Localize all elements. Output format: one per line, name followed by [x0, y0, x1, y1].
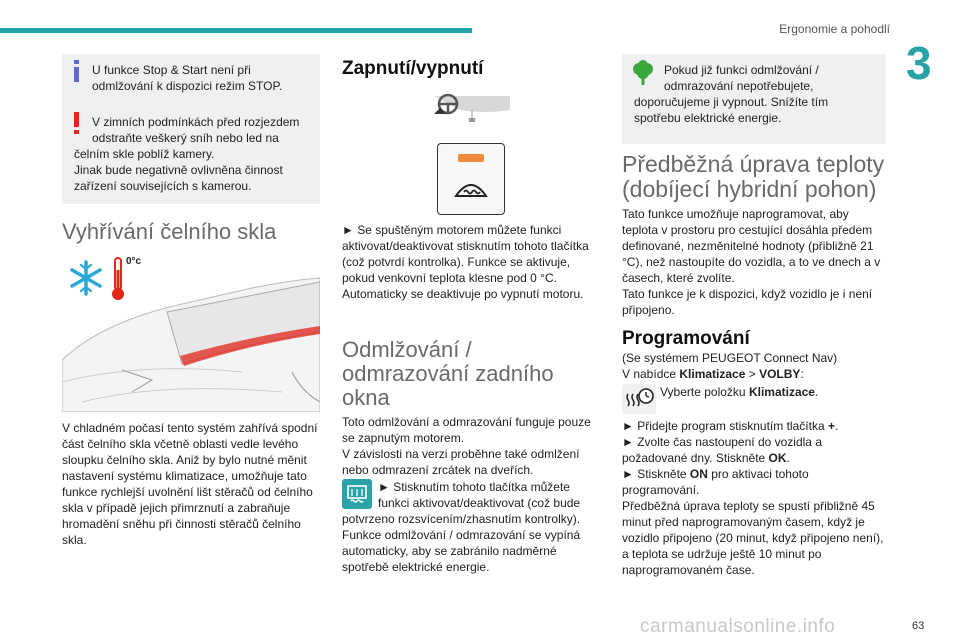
step3-rest: pro aktivaci tohoto programování.: [622, 467, 809, 497]
step1-text: ► Přidejte program stisknutím tlačítka: [622, 419, 828, 433]
on-off-description: ► Se spuštěným motorem můžete funkci aktivovat/deaktivovat stisknutím tohoto tlačítka (což potvrdí kontrolka). Funkce se aktivuje, pokud venkovní teplota klesne pod 0 °C. Automaticky se deaktivuje po vypnutí motoru.: [342, 223, 589, 301]
eco-tree-icon: [632, 60, 654, 90]
warning-note-line2: čelním skle poblíž kamery.: [74, 147, 215, 161]
step1-dot: .: [834, 419, 839, 433]
page-number: 63: [912, 620, 925, 632]
climate-timer-icon: [622, 384, 656, 414]
info-note-text: U funkce Stop & Start není při odmlžování k dispozici režim STOP.: [92, 63, 283, 93]
windscreen-description: V chladném počasí tento systém zahřívá spodní část čelního skla včetně oblasti vedle levého sloupku čelního skla. Aniž by bylo nutné měnit nastavení systému klimatizace, umožňuje tato funkce rychlejší uvolnění lišt stěračů od čelního skla v případě jejich přimrznutí a zabraňuje hromadění sněhu při činnosti stěračů čelního skla.: [62, 421, 318, 547]
menu-path-prefix: V nabídce: [622, 367, 680, 381]
eco-note-line2: doporučujeme ji vypnout. Snížíte tím spotřebu elektrické energie.: [634, 95, 829, 125]
menu-options: VOLBY: [759, 367, 801, 381]
info-note: [62, 54, 320, 112]
rear-defrost-text-a: Toto odmlžování a odmrazování funguje pouze se zapnutým motorem.: [342, 415, 591, 445]
section-heading-preconditioning: Předběžná úprava teploty (dobíjecí hybridní pohon): [622, 151, 885, 202]
step2-text: ► Zvolte čas nastoupení do vozidla a požadované dny. Stiskněte: [622, 435, 822, 465]
menu-path-sep: >: [745, 367, 760, 381]
programming-menu-path: [622, 366, 884, 382]
warning-note-line1: V zimních podmínkách před rozjezdem odstraňte veškerý sníh nebo led na: [92, 115, 300, 145]
warning-icon: [73, 112, 81, 138]
rear-defrost-text-c: ► Stisknutím tohoto tlačítka můžete funkci aktivovat/deaktivovat (což bude: [378, 480, 581, 510]
eco-note-line1: Pokud již funkci odmlžování / odmrazování nepotřebujete,: [664, 63, 819, 93]
programming-step-1: [622, 418, 884, 434]
indicator-led-icon: [458, 154, 484, 162]
step3-text: ► Stiskněte: [622, 467, 690, 481]
programming-system-note: (Se systémem PEUGEOT Connect Nav): [622, 351, 838, 365]
temperature-label: 0°c: [126, 256, 142, 267]
info-icon: [73, 60, 81, 86]
warning-note: [62, 106, 320, 204]
rear-defrost-button-icon[interactable]: [342, 479, 372, 509]
programming-step-2: [622, 434, 884, 466]
windscreen-heat-button-icon: [454, 172, 488, 205]
step2-key: OK: [768, 451, 787, 465]
windscreen-heat-button[interactable]: [437, 143, 505, 215]
snowflake-icon: [68, 260, 104, 301]
preconditioning-availability: Tato funkce je k dispozici, když vozidlo je i není připojeno.: [622, 287, 873, 317]
preconditioning-timing: Předběžná úprava teploty se spustí přibližně 45 minut před naprogramovaným časem, když je vozidlo připojeno (20 minut, když připojeno není), a teplota se udržuje ještě 10 minut po naprogramovaném čase.: [622, 499, 884, 577]
step2-dot: .: [786, 451, 790, 465]
section-heading-programming: Programování: [622, 328, 750, 349]
rear-defrost-text-d: potvrzeno rozsvícením/zhasnutím kontrolky). Funkce odmlžování / odmrazování se vypíná automaticky, aby se zabránilo nadměrné spotřebě elektrické energie.: [342, 512, 581, 574]
preconditioning-description: Tato funkce umožňuje naprogramovat, aby teplota v prostoru pro cestující dosáhla předem definované, nezměnitelné hodnoty (přibližně 21 °C), než nastoupíte do vozidla, a to ve dnech a v časech, které zvolíte.: [622, 207, 881, 285]
windscreen-illustration: [62, 252, 320, 412]
section-heading-on-off: Zapnutí/vypnutí: [342, 58, 484, 79]
chapter-title: Ergonomie a pohodlí: [779, 22, 890, 36]
select-dot: .: [814, 385, 819, 399]
programming-step-3: [622, 466, 884, 498]
warning-note-line3: Jinak bude negativně ovlivněna činnost zařízení souvisejících s kamerou.: [74, 163, 283, 193]
step1-key: +: [827, 419, 835, 433]
steering-wheel-icon: [426, 94, 510, 131]
eco-note: [622, 54, 886, 144]
step3-key: ON: [689, 467, 708, 481]
rear-defrost-text-b: V závislosti na verzi proběhne také odmlžení nebo odmrazení zrcátek na dveřích.: [342, 447, 580, 477]
select-climate: Klimatizace: [748, 385, 815, 399]
chapter-number: 3: [906, 37, 932, 89]
watermark: carmanualsonline.info: [640, 616, 836, 637]
section-heading-rear-defrost: Odmlžování / odmrazování zadního okna: [342, 337, 554, 410]
section-heading-windscreen: Vyhřívání čelního skla: [62, 219, 277, 244]
programming-select-item: [660, 384, 884, 400]
thermometer-icon: [110, 256, 126, 307]
menu-climate: Klimatizace: [679, 367, 746, 381]
header-accent-bar: [0, 28, 472, 33]
menu-path-colon: :: [800, 367, 804, 381]
select-prefix: Vyberte položku: [660, 385, 749, 399]
